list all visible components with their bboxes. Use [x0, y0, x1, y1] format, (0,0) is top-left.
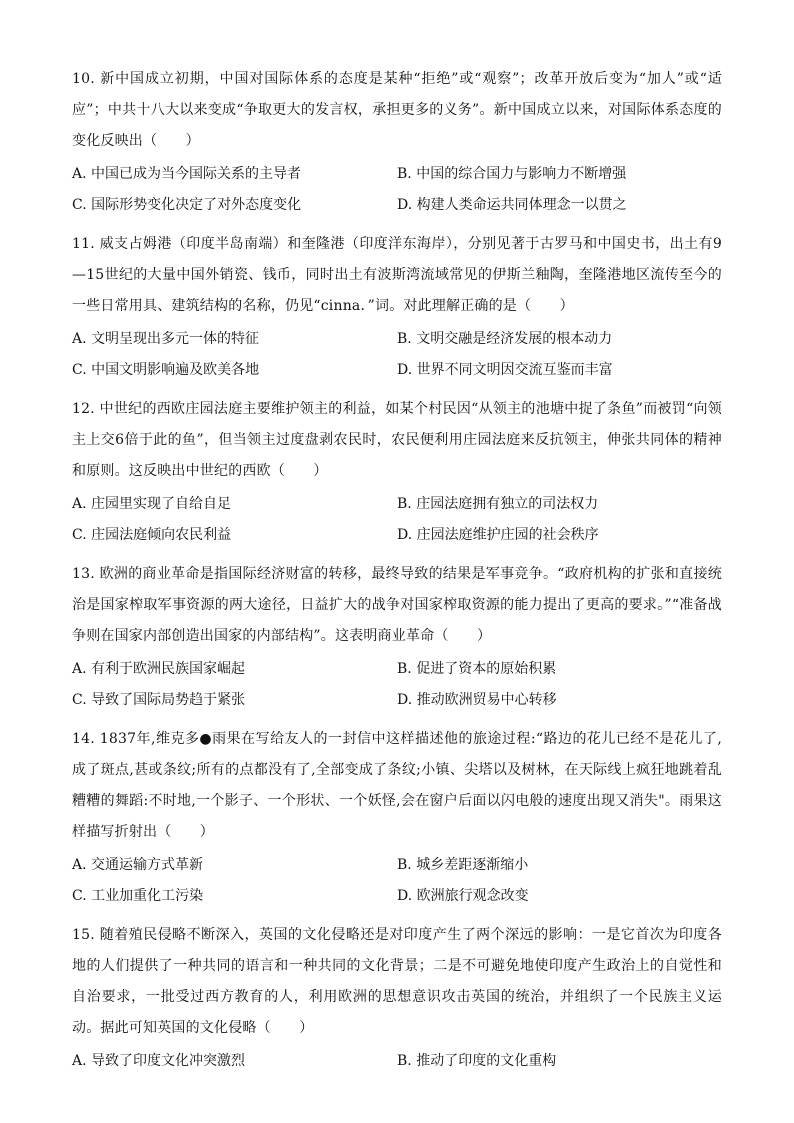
- option-list: [72, 489, 722, 551]
- option-a: A. 导致了印度文化冲突激烈: [72, 1053, 246, 1069]
- question-14: [72, 724, 722, 912]
- option-d: D. 推动欧洲贸易中心转移: [397, 692, 557, 708]
- option-d: D. 欧洲旅行观念改变: [397, 888, 529, 904]
- option-c: C. 工业加重化工污染: [72, 888, 204, 904]
- option-c: C. 庄园法庭倾向农民利益: [72, 527, 232, 543]
- option-c: C. 中国文明影响遍及欧美各地: [72, 362, 260, 378]
- question-stem: 15. 随着殖民侵略不断深入，英国的文化侵略还是对印度产生了两个深远的影响：一是它首次为印度各地的人们提供了一种共同的语言和一种共同的文化背景；二是不可避免地使印度产生政治上的自觉性和自治要求，一批受过西方教育的人，利用欧洲的思想意识攻击英国的统治，并组织了一个民族主义运动。据此可知英国的文化侵略（ ）: [72, 927, 722, 1036]
- option-b: B. 推动了印度的文化重构: [397, 1053, 557, 1069]
- option-c: C. 导致了国际局势趋于紧张: [72, 692, 246, 708]
- question-11: [72, 229, 722, 386]
- option-a: A. 交通运输方式革新: [72, 857, 204, 873]
- option-b: B. 中国的综合国力与影响力不断增强: [397, 166, 627, 182]
- question-13: [72, 559, 722, 716]
- option-a: A. 有利于欧洲民族国家崛起: [72, 661, 246, 677]
- question-15: [72, 920, 722, 1077]
- option-a: A. 中国已成为当今国际关系的主导者: [72, 166, 302, 182]
- option-b: B. 促进了资本的原始积累: [397, 661, 557, 677]
- question-12: [72, 394, 722, 551]
- option-b: B. 城乡差距逐渐缩小: [397, 857, 529, 873]
- question-10: [72, 64, 722, 221]
- option-d: D. 世界不同文明因交流互鉴而丰富: [397, 362, 613, 378]
- question-stem: 14. 1837年,维克多●雨果在写给友人的一封信中这样描述他的旅途过程:“路边的花儿已经不是花儿了,成了斑点,甚或条纹;所有的点都没有了,全部变成了条纹;小镇、尖塔以及树林，在天际线上疯狂地跳着乱糟糟的舞蹈:不时地,一个影子、一个形状、一个妖怪,会在窗户后面以闪电般的速度出现又消失"。雨果这样描写折射出（ ）: [72, 731, 722, 840]
- option-list: [72, 324, 722, 386]
- option-d: D. 庄园法庭维护庄园的社会秩序: [397, 527, 599, 543]
- option-list: [72, 654, 722, 716]
- question-stem: 11. 威支占姆港（印度半岛南端）和奎隆港（印度洋东海岸），分别见著于古罗马和中国史书，出土有9—15世纪的大量中国外销瓷、钱币，同时出土有波斯湾流域常见的伊斯兰釉陶，奎隆港地区流传至今的一些日常用具、建筑结构的名称，仍见“cinna．”词。对此理解正确的是（ ）: [72, 236, 722, 314]
- option-b: B. 庄园法庭拥有独立的司法权力: [397, 496, 599, 512]
- option-b: B. 文明交融是经济发展的根本动力: [397, 331, 613, 347]
- option-list: [72, 850, 722, 912]
- option-d: D. 构建人类命运共同体理念一以贯之: [397, 197, 627, 213]
- question-stem: 12. 中世纪的西欧庄园法庭主要维护领主的利益，如某个村民因“从领主的池塘中捉了条鱼”而被罚“向领主上交6倍于此的鱼”，但当领主过度盘剥农民时，农民便利用庄园法庭来反抗领主，伸张共同体的精神和原则。这反映出中世纪的西欧（ ）: [72, 401, 722, 479]
- option-a: A. 庄园里实现了自给自足: [72, 496, 232, 512]
- question-stem: 10. 新中国成立初期，中国对国际体系的态度是某种“拒绝”或“观察”；改革开放后变为“加人”或“适应”；中共十八大以来变成“争取更大的发言权，承担更多的义务”。新中国成立以来，对国际体系态度的变化反映出（ ）: [72, 71, 722, 149]
- option-list: [72, 159, 722, 221]
- option-a: A. 文明呈现出多元一体的特征: [72, 331, 260, 347]
- question-stem: 13. 欧洲的商业革命是指国际经济财富的转移，最终导致的结果是军事竞争。“政府机构的扩张和直接统治是国家榨取军事资源的两大途径，日益扩大的战争对国家榨取资源的能力提出了更高的要求。”“准备战争则在国家内部创造出国家的内部结构”。这表明商业革命（ ）: [72, 566, 722, 644]
- option-list: [72, 1046, 722, 1077]
- option-c: C. 国际形势变化决定了对外态度变化: [72, 197, 302, 213]
